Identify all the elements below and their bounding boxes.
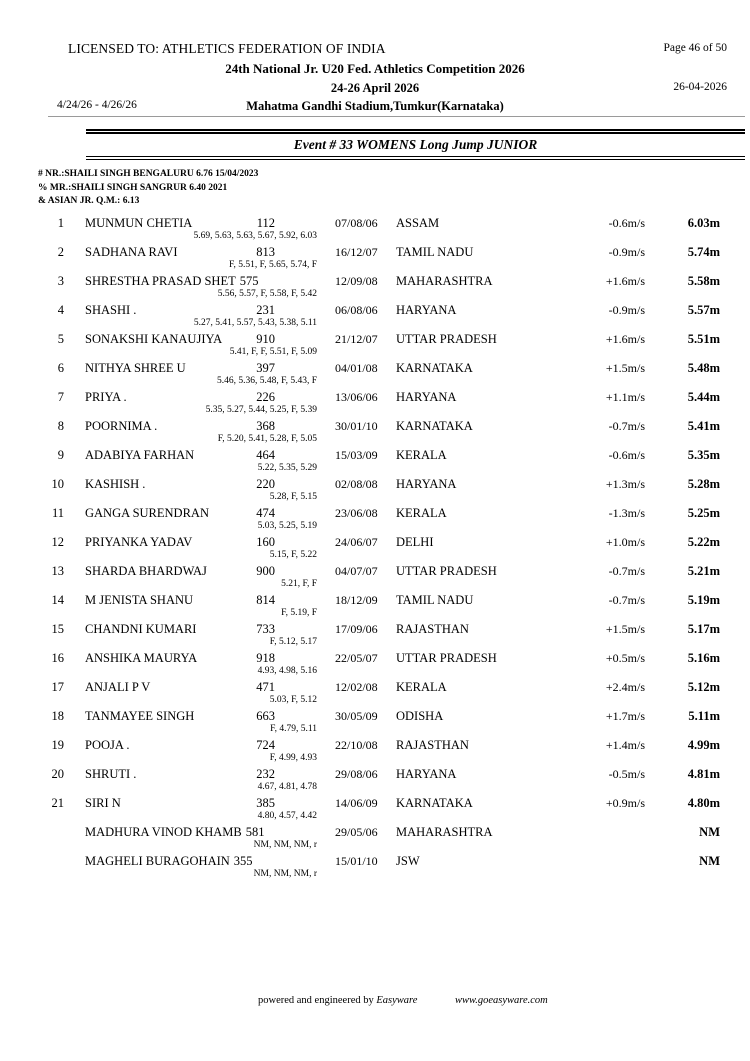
attempt-series: 5.46, 5.36, 5.48, F, 5.43, F: [216, 376, 317, 386]
athlete-dob: 14/06/09: [335, 796, 378, 810]
wind-reading: -1.3m/s: [608, 506, 645, 520]
results-list: [0, 216, 750, 883]
athlete-name: NITHYA SHREE U: [85, 361, 186, 375]
athlete-state: UTTAR PRADESH: [396, 564, 497, 578]
athlete-bib: 813: [256, 245, 275, 259]
wind-reading: -0.5m/s: [608, 767, 645, 781]
wind-reading: +1.5m/s: [605, 361, 645, 375]
result-row: [0, 274, 750, 303]
result-mark: 5.51m: [687, 332, 720, 346]
powered-by-brand: Easyware: [376, 995, 418, 1006]
result-row: [0, 622, 750, 651]
athlete-name: ANJALI P V: [85, 680, 151, 694]
attempt-series: 5.15, F, 5.22: [269, 550, 317, 560]
record-note-meet: % MR.:SHAILI SINGH SANGRUR 6.40 2021: [38, 182, 228, 193]
wind-reading: -0.7m/s: [608, 593, 645, 607]
attempt-series: 5.22, 5.35, 5.29: [257, 463, 317, 473]
result-mark: 5.12m: [687, 680, 720, 694]
licensed-to-text: LICENSED TO: ATHLETICS FEDERATION OF INDIA: [68, 41, 386, 56]
wind-reading: -0.7m/s: [608, 564, 645, 578]
athlete-name: POOJA .: [85, 738, 130, 752]
wind-reading: -0.9m/s: [608, 303, 645, 317]
wind-reading: +1.3m/s: [605, 477, 645, 491]
attempt-series: F, 5.12, 5.17: [269, 637, 317, 647]
result-place: 4: [57, 303, 64, 317]
record-note-asian-qm: & ASIAN JR. Q.M.: 6.13: [38, 196, 140, 206]
event-title-block: [86, 129, 745, 160]
athlete-state: UTTAR PRADESH: [396, 651, 497, 665]
attempt-series: F, 4.79, 5.11: [270, 724, 317, 734]
athlete-state: ODISHA: [396, 709, 444, 723]
athlete-state: RAJASTHAN: [396, 622, 469, 636]
athlete-state: KERALA: [396, 680, 447, 694]
result-row: [0, 332, 750, 361]
athlete-name: SONAKSHI KANAUJIYA: [85, 332, 223, 346]
athlete-state: DELHI: [396, 535, 434, 549]
athlete-bib: 232: [256, 767, 275, 781]
event-rule-top-1: [86, 129, 745, 131]
result-row: [0, 506, 750, 535]
result-mark: 5.57m: [687, 303, 720, 317]
event-rule-bottom-1: [86, 156, 745, 158]
athlete-state: HARYANA: [396, 477, 457, 491]
athlete-name: SHARDA BHARDWAJ: [85, 564, 207, 578]
wind-reading: +1.0m/s: [605, 535, 645, 549]
wind-reading: -0.7m/s: [608, 419, 645, 433]
attempt-series: F, 4.99, 4.93: [269, 753, 317, 763]
powered-by-text: [258, 995, 417, 1006]
attempt-series: 4.93, 4.98, 5.16: [257, 666, 317, 676]
athlete-bib: 112: [256, 216, 275, 230]
athlete-dob: 06/08/06: [335, 303, 378, 317]
wind-reading: +1.7m/s: [605, 709, 645, 723]
athlete-name: SADHANA RAVI: [85, 245, 178, 259]
attempt-series: 5.28, F, 5.15: [269, 492, 317, 502]
event-title: Event # 33 WOMENS Long Jump JUNIOR: [293, 136, 538, 152]
result-row: [0, 738, 750, 767]
wind-reading: +1.1m/s: [605, 390, 645, 404]
athlete-dob: 17/09/06: [335, 622, 378, 636]
record-notes: [38, 168, 258, 209]
athlete-dob: 13/06/06: [335, 390, 378, 404]
result-row: [0, 709, 750, 738]
result-place: 12: [51, 535, 64, 549]
result-mark: 4.80m: [687, 796, 720, 810]
attempt-series: F, 5.20, 5.41, 5.28, F, 5.05: [217, 434, 317, 444]
result-place: 1: [57, 216, 64, 230]
result-mark: 5.16m: [687, 651, 720, 665]
result-mark: NM: [699, 854, 720, 868]
date-range-label: 4/24/26 - 4/26/26: [57, 99, 137, 111]
meet-name-title: 24th National Jr. U20 Fed. Athletics Competition 2026: [225, 61, 525, 76]
athlete-state: KARNATAKA: [396, 419, 473, 433]
athlete-bib: 397: [256, 361, 275, 375]
result-row: [0, 535, 750, 564]
result-row: [0, 593, 750, 622]
result-place: 11: [51, 506, 64, 520]
athlete-dob: 04/01/08: [335, 361, 378, 375]
athlete-dob: 30/01/10: [335, 419, 378, 433]
result-place: 6: [57, 361, 64, 375]
result-place: 10: [51, 477, 64, 491]
athlete-name: SIRI N: [85, 796, 121, 810]
result-row: [0, 419, 750, 448]
athlete-state: KERALA: [396, 448, 447, 462]
attempt-series: 5.03, F, 5.12: [269, 695, 317, 705]
athlete-bib: 160: [256, 535, 275, 549]
result-row: [0, 245, 750, 274]
attempt-series: 4.80, 4.57, 4.42: [257, 811, 317, 821]
result-mark: 6.03m: [687, 216, 720, 230]
athlete-state: HARYANA: [396, 303, 457, 317]
attempt-series: NM, NM, NM, r: [253, 869, 317, 879]
wind-reading: +1.6m/s: [605, 332, 645, 346]
result-row: [0, 796, 750, 825]
athlete-dob: 15/03/09: [335, 448, 378, 462]
result-place: 20: [51, 767, 64, 781]
result-mark: 5.44m: [687, 390, 720, 404]
athlete-state: TAMIL NADU: [396, 245, 474, 259]
result-row: [0, 448, 750, 477]
result-row: [0, 854, 750, 883]
athlete-state: HARYANA: [396, 767, 457, 781]
wind-reading: +1.6m/s: [605, 274, 645, 288]
athlete-bib: 910: [256, 332, 275, 346]
print-date-label: 26-04-2026: [673, 81, 727, 93]
result-mark: 5.48m: [687, 361, 720, 375]
athlete-name: POORNIMA .: [85, 419, 158, 433]
athlete-name: ANSHIKA MAURYA: [85, 651, 198, 665]
result-mark: 5.58m: [687, 274, 720, 288]
athlete-state: KARNATAKA: [396, 796, 473, 810]
result-place: 15: [51, 622, 64, 636]
athlete-name: MUNMUN CHETIA: [85, 216, 193, 230]
athlete-state: HARYANA: [396, 390, 457, 404]
result-place: 8: [57, 419, 64, 433]
result-place: 21: [51, 796, 64, 810]
attempt-series: 5.41, F, F, 5.51, F, 5.09: [229, 347, 317, 357]
athlete-state: TAMIL NADU: [396, 593, 474, 607]
athlete-name: TANMAYEE SINGH: [85, 709, 195, 723]
athlete-name: CHANDNI KUMARI: [85, 622, 197, 636]
result-place: 14: [51, 593, 64, 607]
result-mark: 4.81m: [687, 767, 720, 781]
result-place: 16: [51, 651, 64, 665]
athlete-name: KASHISH .: [85, 477, 146, 491]
page-header: [0, 0, 750, 113]
athlete-dob: 02/08/08: [335, 477, 378, 491]
result-row: [0, 564, 750, 593]
attempt-series: 5.69, 5.63, 5.63, 5.67, 5.92, 6.03: [193, 231, 317, 241]
result-row: [0, 216, 750, 245]
athlete-state: RAJASTHAN: [396, 738, 469, 752]
page-number-label: Page 46 of 50: [663, 42, 727, 54]
header-divider: [48, 116, 745, 117]
result-row: [0, 651, 750, 680]
athlete-dob: 21/12/07: [335, 332, 378, 346]
athlete-dob: 18/12/09: [335, 593, 378, 607]
athlete-dob: 12/09/08: [335, 274, 378, 288]
athlete-state: MAHARASHTRA: [396, 274, 493, 288]
result-mark: 5.74m: [687, 245, 720, 259]
result-place: 18: [51, 709, 64, 723]
result-place: 5: [57, 332, 64, 346]
athlete-dob: 29/08/06: [335, 767, 378, 781]
athlete-bib: 663: [256, 709, 275, 723]
athlete-name: ADABIYA FARHAN: [85, 448, 195, 462]
athlete-dob: 22/05/07: [335, 651, 378, 665]
athlete-bib: 900: [256, 564, 275, 578]
athlete-bib: 231: [256, 303, 275, 317]
result-mark: 5.25m: [687, 506, 720, 520]
result-mark: 5.22m: [687, 535, 720, 549]
athlete-bib: 724: [256, 738, 275, 752]
result-mark: 5.11m: [688, 709, 720, 723]
athlete-dob: 24/06/07: [335, 535, 378, 549]
athlete-dob: 15/01/10: [335, 854, 378, 868]
athlete-state: MAHARASHTRA: [396, 825, 493, 839]
athlete-bib: 733: [256, 622, 275, 636]
vendor-url: www.goeasyware.com: [455, 995, 548, 1006]
event-rule-bottom-2: [86, 159, 745, 161]
attempt-series: 5.35, 5.27, 5.44, 5.25, F, 5.39: [205, 405, 317, 415]
result-place: 19: [51, 738, 64, 752]
result-row: [0, 680, 750, 709]
athlete-bib: 575: [239, 274, 259, 288]
powered-by-prefix: powered and engineered by: [258, 995, 377, 1006]
wind-reading: -0.6m/s: [608, 448, 645, 462]
result-place: 7: [57, 390, 64, 404]
result-mark: 4.99m: [687, 738, 720, 752]
result-row: [0, 825, 750, 854]
athlete-bib: 918: [256, 651, 275, 665]
athlete-name: PRIYA .: [85, 390, 127, 404]
result-mark: 5.28m: [687, 477, 720, 491]
athlete-bib: 471: [256, 680, 275, 694]
athlete-name-text: MAGHELI BURAGOHAIN: [85, 854, 230, 868]
wind-reading: -0.6m/s: [608, 216, 645, 230]
athlete-name: SHASHI .: [85, 303, 137, 317]
result-place: 13: [51, 564, 64, 578]
result-row: [0, 390, 750, 419]
athlete-bib: 464: [256, 448, 275, 462]
result-row: [0, 303, 750, 332]
result-row: [0, 361, 750, 390]
meet-dates-label: 24-26 April 2026: [330, 81, 420, 95]
athlete-dob: 22/10/08: [335, 738, 378, 752]
athlete-state: KERALA: [396, 506, 447, 520]
athlete-name: M JENISTA SHANU: [85, 593, 194, 607]
result-place: 2: [57, 245, 64, 259]
record-note-national: # NR.:SHAILI SINGH BENGALURU 6.76 15/04/2023: [38, 169, 259, 179]
athlete-bib: 226: [256, 390, 275, 404]
attempt-series: F, 5.51, F, 5.65, 5.74, F: [229, 260, 317, 270]
athlete-state: UTTAR PRADESH: [396, 332, 497, 346]
athlete-dob: 12/02/08: [335, 680, 378, 694]
result-mark: 5.17m: [687, 622, 720, 636]
attempt-series: 5.56, 5.57, F, 5.58, F, 5.42: [217, 289, 317, 299]
athlete-name: GANGA SURENDRAN: [85, 506, 209, 520]
result-mark: 5.19m: [687, 593, 720, 607]
athlete-dob: 16/12/07: [335, 245, 378, 259]
result-mark: 5.35m: [687, 448, 720, 462]
athlete-name-text: SHRESTHA PRASAD SHET: [85, 274, 236, 288]
attempt-series: 5.27, 5.41, 5.57, 5.43, 5.38, 5.11: [193, 318, 317, 328]
result-row: [0, 477, 750, 506]
attempt-series: 5.21, F, F: [281, 579, 317, 589]
wind-reading: +1.5m/s: [605, 622, 645, 636]
wind-reading: +0.9m/s: [605, 796, 645, 810]
athlete-name: [85, 825, 264, 840]
athlete-dob: 23/06/08: [335, 506, 378, 520]
athlete-bib: 355: [233, 854, 253, 868]
athlete-dob: 30/05/09: [335, 709, 378, 723]
result-place: 3: [57, 274, 64, 288]
athlete-bib: 368: [256, 419, 275, 433]
venue-label: Mahatma Gandhi Stadium,Tumkur(Karnataka): [246, 99, 504, 113]
wind-reading: -0.9m/s: [608, 245, 645, 259]
athlete-bib: 814: [256, 593, 275, 607]
athlete-name-text: MADHURA VINOD KHAMB: [85, 825, 242, 839]
attempt-series: 5.03, 5.25, 5.19: [257, 521, 317, 531]
result-row: [0, 767, 750, 796]
athlete-bib: 385: [256, 796, 275, 810]
athlete-state: KARNATAKA: [396, 361, 473, 375]
wind-reading: +2.4m/s: [605, 680, 645, 694]
athlete-dob: 29/05/06: [335, 825, 378, 839]
athlete-bib: 220: [256, 477, 275, 491]
wind-reading: +0.5m/s: [605, 651, 645, 665]
athlete-name: SHRUTI .: [85, 767, 137, 781]
athlete-name: [85, 854, 253, 869]
athlete-bib: 581: [245, 825, 265, 839]
athlete-dob: 07/08/06: [335, 216, 378, 230]
athlete-name: PRIYANKA YADAV: [85, 535, 193, 549]
attempt-series: F, 5.19, F: [281, 608, 317, 618]
result-place: 17: [51, 680, 64, 694]
attempt-series: 4.67, 4.81, 4.78: [257, 782, 317, 792]
athlete-state: ASSAM: [396, 216, 440, 230]
result-mark: 5.21m: [687, 564, 720, 578]
attempt-series: NM, NM, NM, r: [253, 840, 317, 850]
result-place: 9: [57, 448, 64, 462]
result-mark: NM: [699, 825, 720, 839]
result-mark: 5.41m: [687, 419, 720, 433]
athlete-state: JSW: [396, 854, 420, 868]
athlete-name: [85, 274, 258, 289]
athlete-dob: 04/07/07: [335, 564, 378, 578]
athlete-bib: 474: [256, 506, 275, 520]
wind-reading: +1.4m/s: [605, 738, 645, 752]
